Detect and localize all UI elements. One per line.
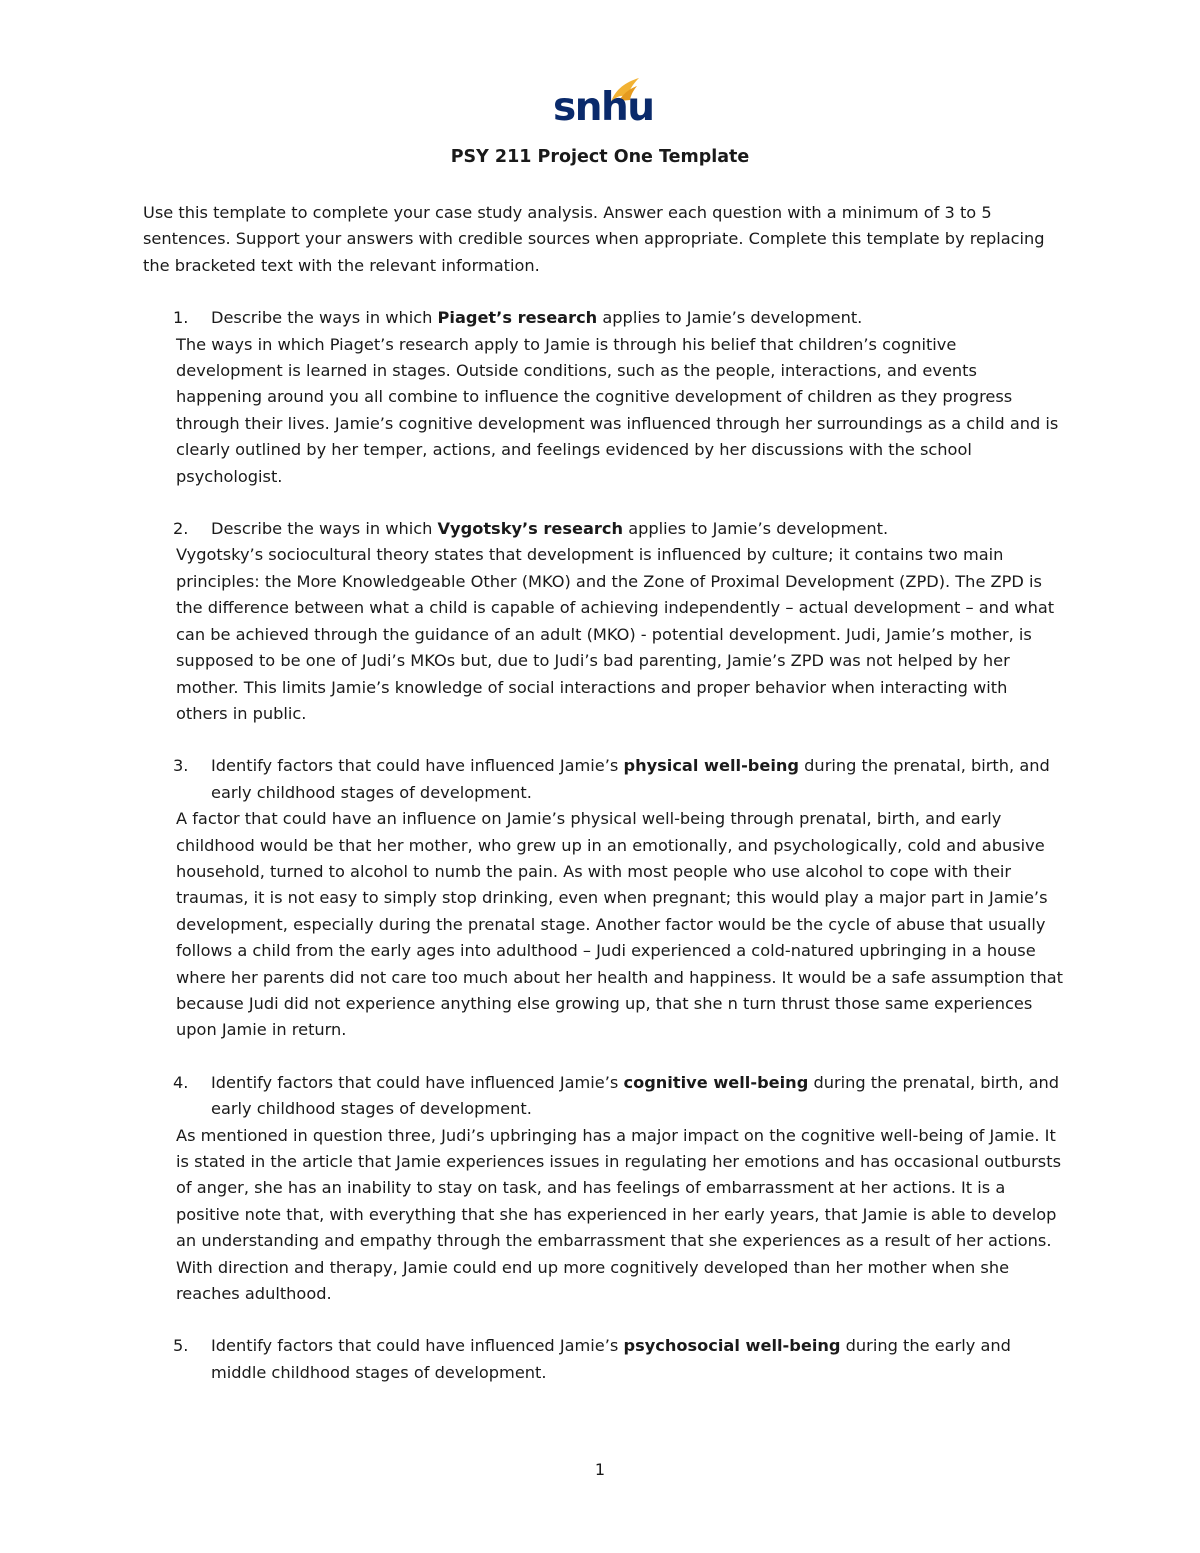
- document-body: [143, 200, 1063, 1386]
- logo-wordmark: snhu: [553, 85, 654, 130]
- question-number: 1.: [173, 308, 189, 328]
- question-3: [143, 753, 1063, 806]
- question-number: 4.: [173, 1072, 189, 1092]
- answer-4: As mentioned in question three, Judi’s upbringing has a major impact on the cognitive well-being of Jamie. It is stated in the article that Jamie experiences issues in regulating her emotions and has occasional outbursts of anger, she has an inability to stay on task, and has feelings of embarrassment at her actions. It is a positive note that, with everything that she has experienced in her early years, that Jamie is able to develop an understanding and empathy through the embarrassment that she experiences as a result of her actions. With direction and therapy, Jamie could end up more cognitively developed than her mother when she reaches adulthood.: [176, 1125, 1062, 1304]
- question-number: 3.: [173, 756, 189, 776]
- page-number: 1: [594, 1460, 606, 1479]
- snhu-logo: [553, 74, 654, 132]
- question-5: [143, 1333, 1063, 1386]
- question-prompt: Identify factors that could have influenced Jamie’s psychosocial well-being during the early and middle childhood stages of development.: [211, 1336, 1011, 1382]
- question-4: [143, 1070, 1063, 1123]
- answer-2: Vygotsky’s sociocultural theory states that development is influenced by culture; it contains two main principles: the More Knowledgeable Other (MKO) and the Zone of Proximal Development (ZPD). The ZPD is the difference between what a child is capable of achieving independently – actual development – and what can be achieved through the guidance of an adult (MKO) - potential development. Judi, Jamie’s mother, is supposed to be one of Judi’s MKOs but, due to Judi’s bad parenting, Jamie’s ZPD was not helped by her mother. This limits Jamie’s knowledge of social interactions and proper behavior when interacting with others in public.: [176, 545, 1055, 723]
- question-number: 2.: [173, 519, 189, 539]
- answer-1: The ways in which Piaget’s research apply to Jamie is through his belief that children’s cognitive development is learned in stages. Outside conditions, such as the people, interactions, and events happening around you all combine to influence the cognitive development of children as they progress through their lives. Jamie’s cognitive development was influenced through her surroundings as a child and is clearly outlined by her temper, actions, and feelings evidenced by her discussions with the school psychologist.: [176, 334, 1059, 486]
- question-prompt: Identify factors that could have influenced Jamie’s cognitive well-being during the prenatal, birth, and early childhood stages of development.: [211, 1072, 1060, 1119]
- question-1: [143, 305, 1063, 331]
- question-prompt: Identify factors that could have influenced Jamie’s physical well-being during the prenatal, birth, and early childhood stages of development.: [211, 756, 1050, 802]
- question-prompt: Describe the ways in which Vygotsky’s research applies to Jamie’s development.: [211, 519, 889, 539]
- question-2: [143, 516, 1063, 542]
- intro-paragraph: Use this template to complete your case study analysis. Answer each question with a minimum of 3 to 5 sentences. Support your answers with credible sources when appropriate. Complete this template by replacing the bracketed text with the relevant information.: [143, 203, 1045, 275]
- page-title: PSY 211 Project One Template: [450, 147, 750, 167]
- answer-3: A factor that could have an influence on Jamie’s physical well-being through prenatal, birth, and early childhood would be that her mother, who grew up in an emotionally, and psychologically, cold and abusive household, turned to alcohol to numb the pain. As with most people who use alcohol to cope with their traumas, it is not easy to simply stop drinking, even when pregnant; this would play a major part in Jamie’s development, especially during the prenatal stage. Another factor would be the cycle of abuse that usually follows a child from the early ages into adulthood – Judi experienced a cold-natured upbringing in a house where her parents did not care too much about her health and happiness. It would be a safe assumption that because Judi did not experience anything else growing up, that she n turn thrust those same experiences upon Jamie in return.: [176, 809, 1063, 1040]
- question-number: 5.: [173, 1336, 189, 1356]
- question-prompt: Describe the ways in which Piaget’s research applies to Jamie’s development.: [211, 308, 863, 328]
